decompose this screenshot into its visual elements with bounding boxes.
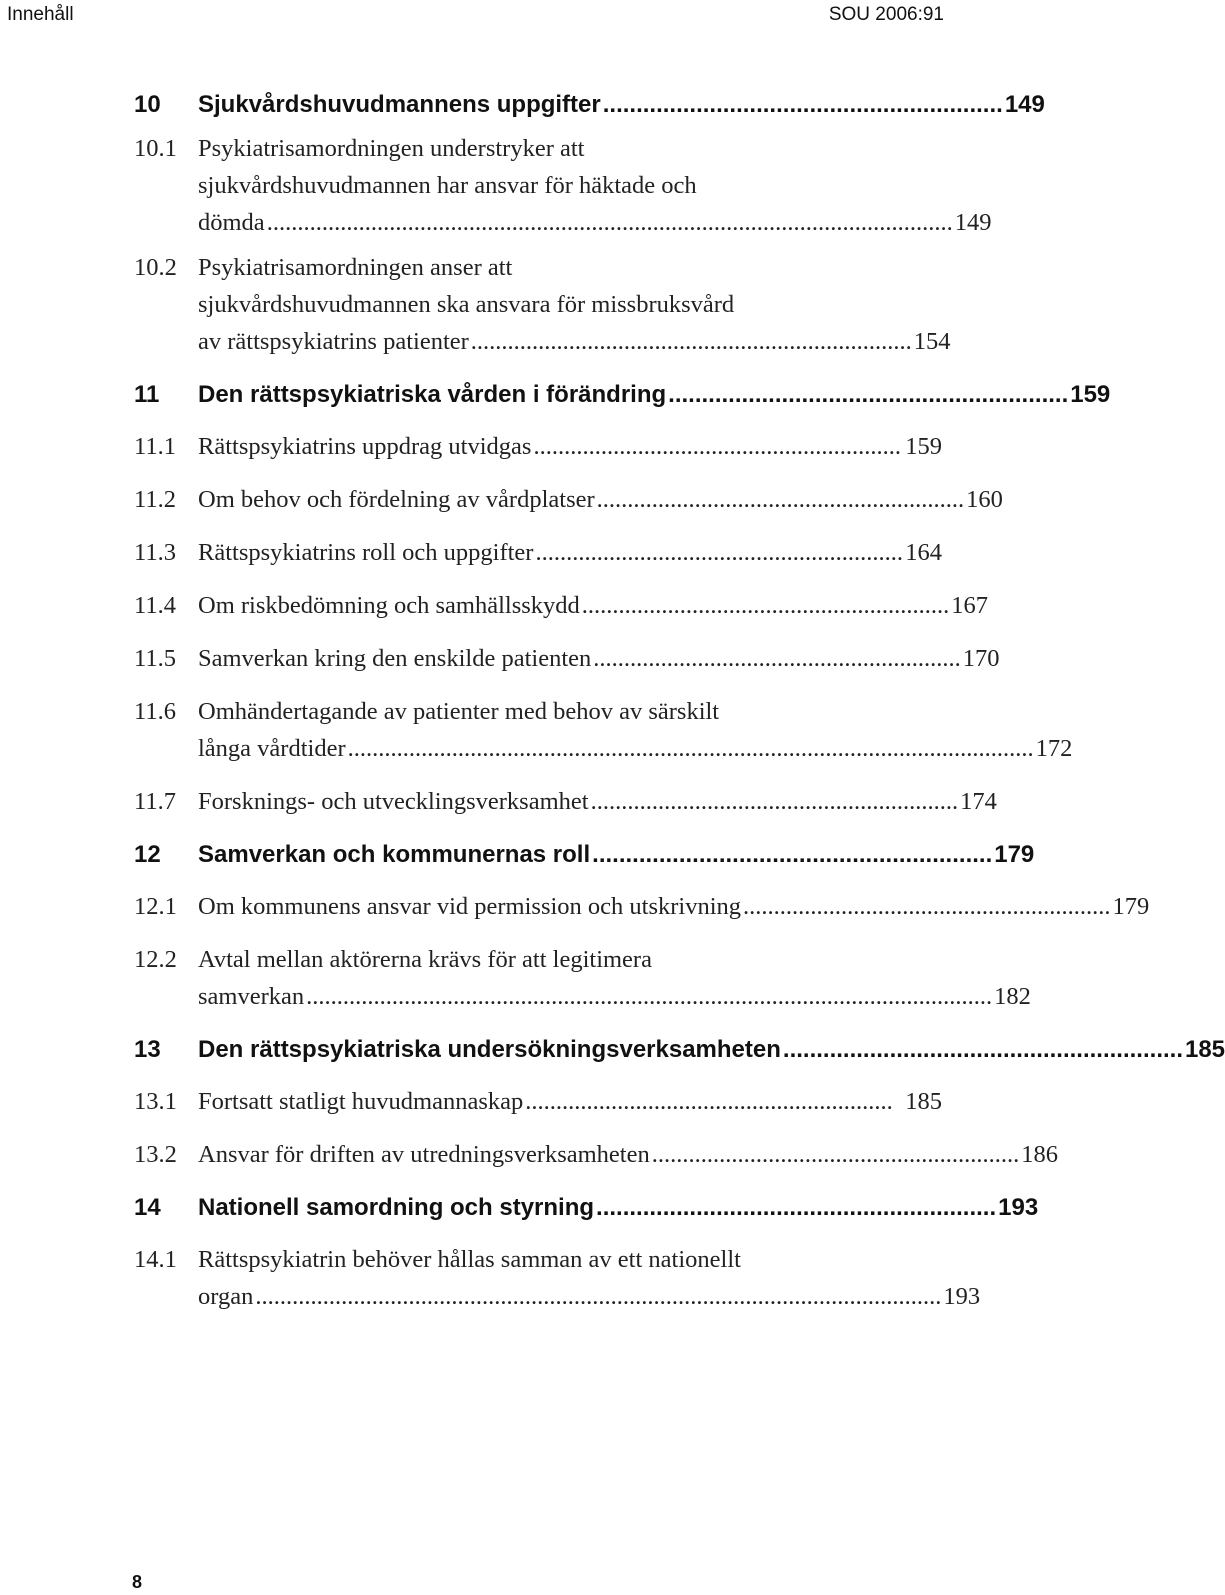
toc-leader: ............................................................ (593, 645, 961, 672)
toc-title: Nationell samordning och styrning (198, 1194, 595, 1221)
toc-page: 172 (1035, 735, 1073, 762)
toc-page: 179 (1112, 893, 1150, 920)
toc-page: 149 (1004, 91, 1045, 118)
toc-title-line: Rättspsykiatrin behöver hållas samman av ett nationellt (198, 1246, 741, 1273)
toc-leader: ................................................................................................................ (347, 735, 1034, 762)
toc-page: 193 (943, 1283, 981, 1310)
running-header-right: SOU 2006:91 (828, 4, 944, 25)
toc-section-11-3 (134, 534, 942, 571)
toc-page: 185 (905, 1088, 942, 1115)
toc-title: Om behov och fördelning av vårdplatser (198, 486, 595, 513)
toc-title: Om kommunens ansvar vid permission och utskrivning (198, 893, 742, 920)
toc-leader: ................................................................................................................ (255, 1283, 942, 1310)
toc-number: 11.5 (134, 645, 176, 672)
toc-chapter-11 (134, 378, 1111, 412)
toc-title: dömda (198, 209, 265, 236)
toc-section-10-1 (134, 130, 992, 241)
toc-leader: ............................................................ (592, 841, 993, 868)
page-number: 8 (132, 1572, 143, 1592)
toc-leader: ............................................................ (596, 486, 965, 513)
toc-number: 11 (134, 381, 160, 408)
toc-leader: ............................................................ (590, 788, 959, 815)
toc-leader: ........................................................................ (470, 328, 912, 355)
toc-leader: ............................................................ (535, 539, 903, 566)
toc-section-11-5 (134, 640, 1000, 677)
toc-title: långa vårdtider (198, 735, 346, 762)
toc-section-11-7 (134, 783, 997, 820)
toc-leader: ............................................................ (525, 1088, 893, 1115)
toc-title: samverkan (198, 983, 305, 1010)
toc-page: 179 (994, 841, 1035, 868)
toc-page: 193 (998, 1194, 1039, 1221)
toc-title: Fortsatt statligt huvudmannaskap (198, 1088, 524, 1115)
toc-title: Samverkan kring den enskilde patienten (198, 645, 592, 672)
toc-title: Forsknings- och utvecklingsverksamhet (198, 788, 589, 815)
toc-title-line: sjukvårdshuvudmannen ska ansvara för missbruksvård (198, 291, 735, 318)
toc-page: 160 (966, 486, 1003, 513)
toc-section-10-2 (134, 249, 951, 360)
toc-section-13-1 (134, 1083, 942, 1120)
toc-number: 11.6 (134, 698, 176, 725)
toc-title-line: Psykiatrisamordningen anser att (198, 254, 513, 281)
table-of-contents (134, 88, 1225, 1323)
toc-page: 182 (994, 983, 1031, 1010)
toc-page: 174 (960, 788, 997, 815)
toc-number: 10.2 (134, 254, 177, 281)
toc-section-12-1 (134, 888, 1150, 925)
toc-chapter-13 (134, 1033, 1225, 1067)
toc-leader: ............................................................ (596, 1194, 997, 1221)
toc-title: Rättspsykiatrins roll och uppgifter (198, 539, 534, 566)
toc-leader: ................................................................................................................ (266, 209, 953, 236)
toc-section-12-2 (134, 941, 1031, 1015)
toc-number: 12 (134, 841, 161, 868)
toc-title: Om riskbedömning och samhällsskydd (198, 592, 580, 619)
toc-page: 170 (962, 645, 1000, 672)
toc-number: 14 (134, 1194, 161, 1221)
toc-section-11-4 (134, 587, 989, 624)
toc-number: 11.4 (134, 592, 176, 619)
toc-chapter-14 (134, 1191, 1039, 1225)
toc-title-line: Omhändertagande av patienter med behov av särskilt (198, 698, 720, 725)
toc-number: 11.1 (134, 433, 176, 460)
toc-page: 154 (913, 328, 951, 355)
toc-chapter-10 (134, 88, 1045, 122)
toc-section-13-2 (134, 1136, 1058, 1173)
toc-leader: ............................................................ (533, 433, 901, 460)
toc-title: organ (198, 1283, 254, 1310)
toc-page: 185 (1184, 1036, 1225, 1063)
toc-title: Samverkan och kommunernas roll (198, 841, 591, 868)
toc-number: 11.3 (134, 539, 176, 566)
toc-number: 12.2 (134, 946, 177, 973)
toc-leader: ............................................................ (651, 1141, 1020, 1168)
toc-leader: ............................................................ (668, 381, 1069, 408)
toc-section-11-2 (134, 481, 1003, 518)
toc-number: 14.1 (134, 1246, 177, 1273)
toc-number: 10 (134, 91, 161, 118)
toc-number: 13 (134, 1036, 161, 1063)
toc-page: 164 (905, 539, 942, 566)
toc-number: 13.2 (134, 1141, 177, 1168)
toc-section-11-6 (134, 693, 1073, 767)
toc-page: 159 (1070, 381, 1111, 408)
toc-title-line: sjukvårdshuvudmannen har ansvar för häktade och (198, 172, 697, 199)
toc-section-14-1 (134, 1241, 981, 1315)
toc-leader: ............................................................ (581, 592, 950, 619)
toc-number: 12.1 (134, 893, 177, 920)
toc-title-line: Psykiatrisamordningen understryker att (198, 135, 585, 162)
running-header-left: Innehåll (7, 4, 74, 25)
toc-leader: ............................................................ (602, 91, 1003, 118)
toc-title: Den rättspsykiatriska vården i förändring (198, 381, 667, 408)
toc-title: Sjukvårdshuvudmannens uppgifter (198, 91, 601, 118)
toc-leader: ............................................................ (782, 1036, 1183, 1063)
toc-number: 11.7 (134, 788, 176, 815)
toc-page: 186 (1021, 1141, 1058, 1168)
toc-title: av rättspsykiatrins patienter (198, 328, 469, 355)
toc-chapter-12 (134, 838, 1035, 872)
toc-title: Ansvar för driften av utredningsverksamheten (198, 1141, 650, 1168)
toc-title-line: Avtal mellan aktörerna krävs för att legitimera (198, 946, 652, 973)
toc-number: 13.1 (134, 1088, 177, 1115)
toc-title: Den rättspsykiatriska undersökningsverksamheten (198, 1036, 781, 1063)
toc-leader: ................................................................................................................ (306, 983, 993, 1010)
toc-number: 11.2 (134, 486, 176, 513)
toc-number: 10.1 (134, 135, 177, 162)
toc-section-11-1 (134, 428, 942, 465)
toc-title: Rättspsykiatrins uppdrag utvidgas (198, 433, 532, 460)
toc-page: 149 (954, 209, 992, 236)
toc-leader: ............................................................ (743, 893, 1111, 920)
toc-page: 167 (951, 592, 989, 619)
toc-page: 159 (905, 433, 942, 460)
